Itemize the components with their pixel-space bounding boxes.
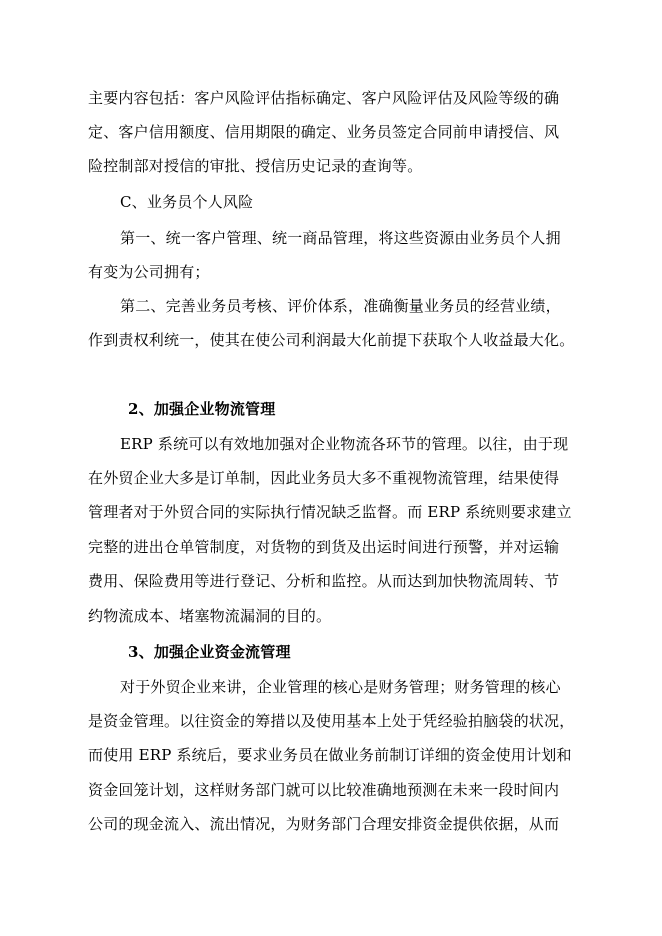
paragraph-line: 对于外贸企业来讲，企业管理的核心是财务管理；财务管理的核心	[120, 678, 561, 696]
paragraph-line: 约物流成本、堵塞物流漏洞的目的。	[88, 607, 332, 625]
section-heading: 2、加强企业物流管理	[128, 400, 276, 418]
paragraph-line: 在外贸企业大多是订单制，因此业务员大多不重视物流管理，结果使得	[88, 469, 560, 487]
paragraph-line: 作到责权利统一，使其在使公司利润最大化前提下获取个人收益最大化。	[88, 331, 575, 349]
paragraph-line: 是资金管理。以往资金的筹措以及使用基本上处于凭经验拍脑袋的状况，	[88, 712, 575, 730]
paragraph-line: 资金回笼计划，这样财务部门就可以比较准确地预测在未来一段时间内	[88, 781, 560, 799]
subsection-title: C、业务员个人风险	[120, 193, 254, 211]
paragraph-line: 第二、完善业务员考核、评价体系，准确衡量业务员的经营业绩，	[120, 297, 561, 315]
paragraph-line: 第一、统一客户管理、统一商品管理，将这些资源由业务员个人拥	[120, 229, 561, 247]
paragraph-line: 有变为公司拥有；	[88, 263, 210, 281]
paragraph-line: 而使用 ERP 系统后，要求业务员在做业务前制订详细的资金使用计划和	[88, 746, 572, 764]
paragraph-line: 管理者对于外贸合同的实际执行情况缺乏监督。而 ERP 系统则要求建立	[88, 503, 572, 521]
paragraph-line: 完整的进出仓单管制度，对货物的到货及出运时间进行预警，并对运输	[88, 538, 560, 556]
paragraph-line: 险控制部对授信的审批、授信历史记录的查询等。	[88, 157, 423, 175]
paragraph-line: ERP 系统可以有效地加强对企业物流各环节的管理。以往，由于现	[120, 435, 569, 453]
paragraph-line: 主要内容包括：客户风险评估指标确定、客户风险评估及风险等级的确	[88, 89, 560, 107]
paragraph-line: 费用、保险费用等进行登记、分析和监控。从而达到加快物流周转、节	[88, 572, 560, 590]
paragraph-line: 公司的现金流入、流出情况，为财务部门合理安排资金提供依据，从而	[88, 815, 560, 833]
section-heading: 3、加强企业资金流管理	[128, 643, 291, 661]
paragraph-line: 定、客户信用额度、信用期限的确定、业务员签定合同前申请授信、风	[88, 123, 560, 141]
